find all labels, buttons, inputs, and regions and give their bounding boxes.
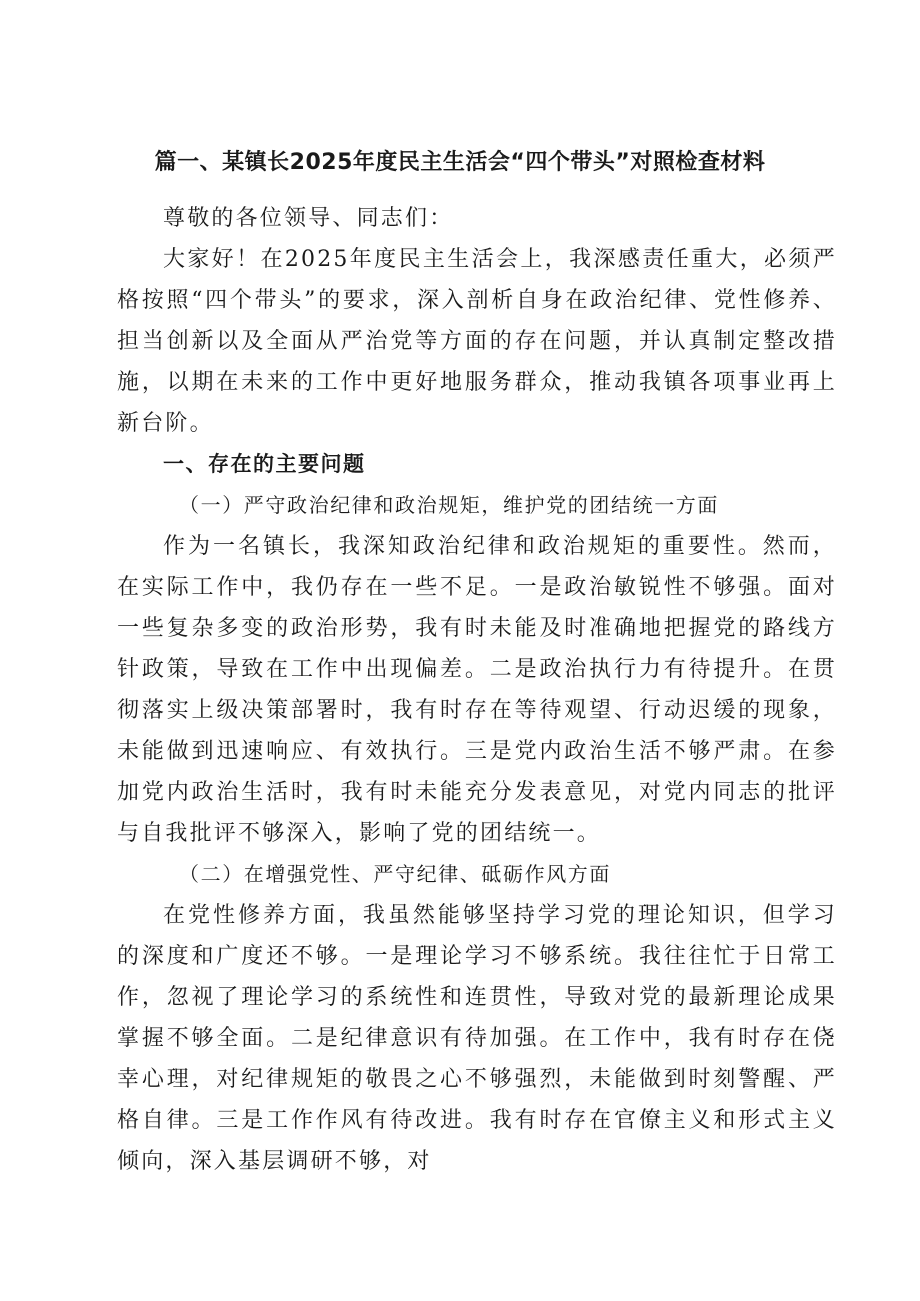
intro-paragraph: 大家好！在2025年度民主生活会上，我深感责任重大，必须严格按照“四个带头”的要求，深入剖析自身在政治纪律、党性修养、担当创新以及全面从严治党等方面的存在问题，并认真制定整改措施，以期在未来的工作中更好地服务群众，推动我镇各项事业再上新台阶。	[117, 247, 837, 436]
document-body	[117, 198, 837, 1182]
document-title: 篇一、某镇长2025年度民主生活会“四个带头”对照检查材料	[154, 150, 766, 175]
subsection-1-paragraph: 作为一名镇长，我深知政治纪律和政治规矩的重要性。然而，在实际工作中，我仍存在一些不足。一是政治敏锐性不够强。面对一些复杂多变的政治形势，我有时未能及时准确地把握党的路线方针政策，导致在工作中出现偏差。二是政治执行力有待提升。在贯彻落实上级决策部署时，我有时存在等待观望、行动迟缓的现象，未能做到迅速响应、有效执行。三是党内政治生活不够严肃。在参加党内政治生活时，我有时未能充分发表意见，对党内同志的批评与自我批评不够深入，影响了党的团结统一。	[117, 534, 837, 846]
section-heading-problems: 一、存在的主要问题	[163, 452, 366, 476]
subsection-heading-1: （一）严守政治纪律和政治规矩，维护党的团结统一方面	[179, 493, 719, 517]
subsection-heading-2: （二）在增强党性、严守纪律、砥砺作风方面	[179, 862, 611, 886]
subsection-2-paragraph: 在党性修养方面，我虽然能够坚持学习党的理论知识，但学习的深度和广度还不够。一是理论学习不够系统。我往往忙于日常工作，忽视了理论学习的系统性和连贯性，导致对党的最新理论成果掌握不够全面。二是纪律意识有待加强。在工作中，我有时存在侥幸心理，对纪律规矩的敬畏之心不够强烈，未能做到时刻警醒、严格自律。三是工作作风有待改进。我有时存在官僚主义和形式主义倾向，深入基层调研不够，对	[117, 903, 837, 1174]
salutation: 尊敬的各位领导、同志们：	[163, 206, 454, 231]
